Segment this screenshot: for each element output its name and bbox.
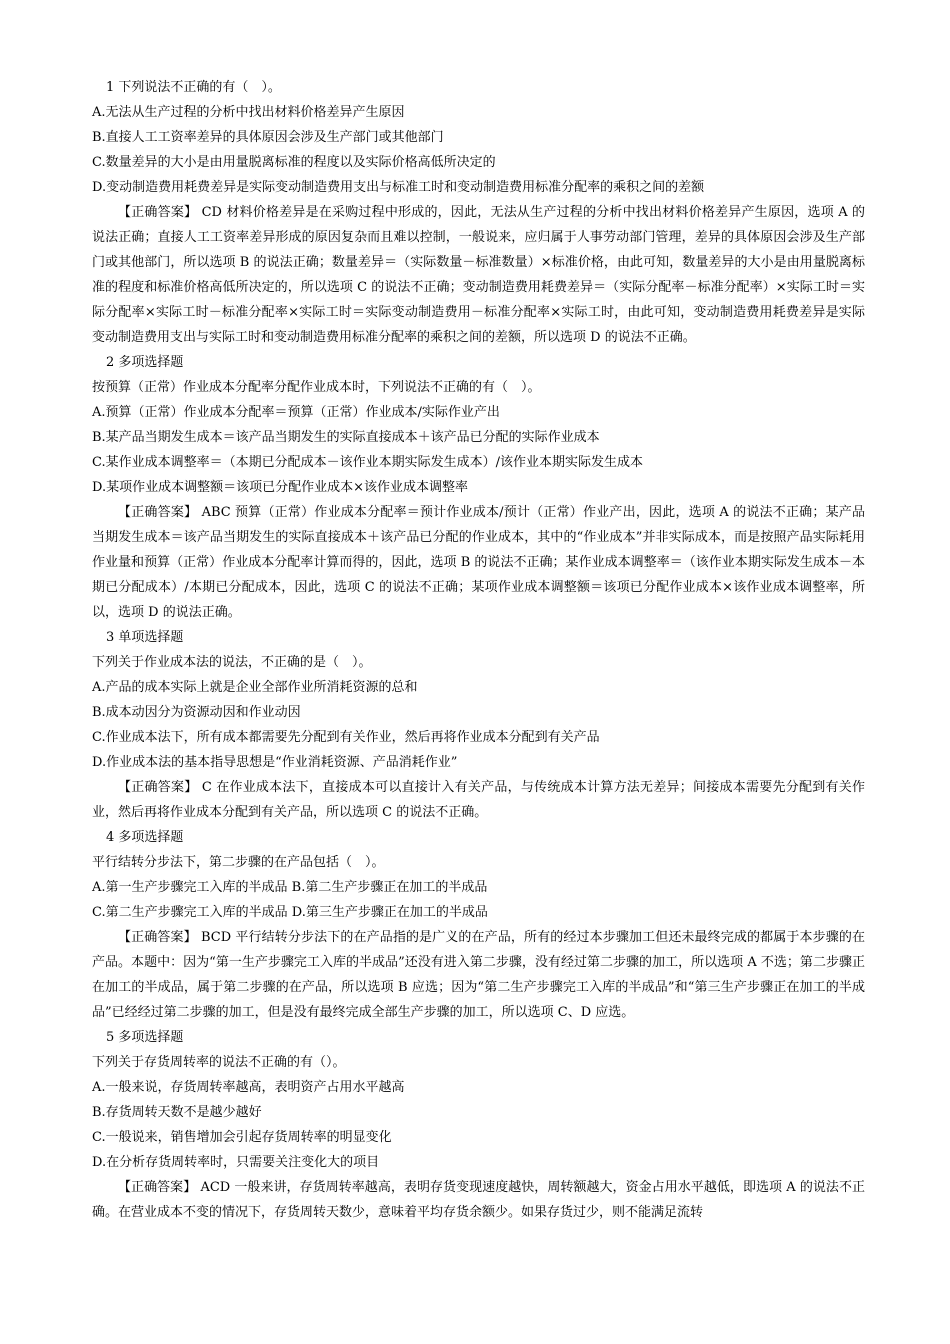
question-stem: 按预算（正常）作业成本分配率分配作业成本时，下列说法不正确的有（ ）。: [92, 380, 541, 395]
question-stem: 下列关于作业成本法的说法，不正确的是（ ）。: [92, 655, 372, 670]
option-c-d: C.第二生产步骤完工入库的半成品 D.第三生产步骤正在加工的半成品: [92, 905, 488, 920]
option-c: C.数量差异的大小是由用量脱离标准的程度以及实际价格高低所决定的: [92, 155, 496, 170]
option-c: C.作业成本法下，所有成本都需要先分配到有关作业，然后再将作业成本分配到有关产品: [92, 730, 600, 745]
answer-text: C 在作业成本法下，直接成本可以直接计入有关产品，与传统成本计算方法无差异；间接成本需要先分配到有关作业，然后再将作业成本分配到有关产品，所以选项 C 的说法不正确。: [92, 780, 865, 820]
option-b: B.某产品当期发生成本＝该产品当期发生的实际直接成本＋该产品已分配的实际作业成本: [92, 430, 600, 445]
answer-explanation: [92, 500, 865, 625]
question-stem: 下列关于存货周转率的说法不正确的有（）。: [92, 1055, 346, 1070]
question-5: [92, 1025, 865, 1225]
option-b: B.存货周转天数不是越少越好: [92, 1105, 262, 1120]
option-a: A.一般来说，存货周转率越高，表明资产占用水平越高: [92, 1080, 405, 1095]
answer-text: ABC 预算（正常）作业成本分配率＝预计作业成本/预计（正常）作业产出，因此，选项 A 的说法不正确；某产品当期发生成本＝该产品当期发生的实际直接成本＋该产品已分配的作业成本，其中的“作业成本”并非实际成本，而是按照产品实际耗用作业量和预算（正常）作业成本分配率计算而得的，因此，选项 B 的说法不正确；某作业成本调整率＝（该作业本期实际发生成本－本期已分配成本）/本期已分配成本，因此，选项 C 的说法不正确；某项作业成本调整额＝该项已分配作业成本×该作业成本调整率，所以，选项 D 的说法正确。: [92, 505, 865, 620]
answer-explanation: [92, 1175, 865, 1225]
answer-explanation: [92, 925, 865, 1025]
option-d: D.某项作业成本调整额＝该项已分配作业成本×该作业成本调整率: [92, 480, 468, 495]
question-header: 3 单项选择题: [106, 630, 184, 645]
option-a: A.产品的成本实际上就是企业全部作业所消耗资源的总和: [92, 680, 418, 695]
option-d: D.在分析存货周转率时，只需要关注变化大的项目: [92, 1155, 380, 1170]
answer-text: ACD 一般来讲，存货周转率越高，表明存货变现速度越快，周转额越大，资金占用水平越低，即选项 A 的说法不正确。在营业成本不变的情况下，存货周转天数少，意味着平均存货余额少。如果存货过少，则不能满足流转: [92, 1180, 865, 1220]
option-c: C.某作业成本调整率＝（本期已分配成本－该作业本期实际发生成本）/该作业本期实际发生成本: [92, 455, 643, 470]
question-stem: 平行结转分步法下，第二步骤的在产品包括（ ）。: [92, 855, 385, 870]
answer-text: BCD 平行结转分步法下的在产品指的是广义的在产品，所有的经过本步骤加工但还未最终完成的都属于本步骤的在产品。本题中：因为“第一生产步骤完工入库的半成品”还没有进入第二步骤，没有经过第二步骤的加工，所以选项 A 不选；第二步骤正在加工的半成品，属于第二步骤的在产品，所以选项 B 应选；因为“第二生产步骤完工入库的半成品”和“第三生产步骤正在加工的半成品”已经经过第二步骤的加工，但是没有最终完成全部生产步骤的加工，所以选项 C、D 应选。: [92, 930, 865, 1020]
answer-tag: 【正确答案】: [118, 205, 198, 220]
answer-tag: 【正确答案】: [118, 1180, 197, 1195]
answer-explanation: [92, 775, 865, 825]
option-a: A.无法从生产过程的分析中找出材料价格差异产生原因: [92, 105, 405, 120]
question-header: 5 多项选择题: [106, 1030, 184, 1045]
option-b: B.直接人工工资率差异的具体原因会涉及生产部门或其他部门: [92, 130, 444, 145]
question-3: [92, 625, 865, 825]
answer-tag: 【正确答案】: [118, 505, 198, 520]
option-c: C.一般说来，销售增加会引起存货周转率的明显变化: [92, 1130, 392, 1145]
question-header: 1 下列说法不正确的有（ ）。: [106, 80, 281, 95]
question-header: 4 多项选择题: [106, 830, 184, 845]
option-d: D.作业成本法的基本指导思想是“作业消耗资源、产品消耗作业”: [92, 755, 458, 770]
option-a: A.预算（正常）作业成本分配率＝预算（正常）作业成本/实际作业产出: [92, 405, 500, 420]
question-2: [92, 350, 865, 625]
answer-tag: 【正确答案】: [118, 930, 197, 945]
question-header: 2 多项选择题: [106, 355, 184, 370]
option-a-b: A.第一生产步骤完工入库的半成品 B.第二生产步骤正在加工的半成品: [92, 880, 488, 895]
answer-explanation: [92, 200, 865, 350]
answer-text: CD 材料价格差异是在采购过程中形成的，因此，无法从生产过程的分析中找出材料价格差异产生原因，选项 A 的说法正确；直接人工工资率差异形成的原因复杂而且难以控制，一般说来，应归属于人事劳动部门管理，差异的具体原因会涉及生产部门或其他部门，所以选项 B 的说法正确；数量差异＝（实际数量－标准数量）×标准价格，由此可知，数量差异的大小是由用量脱离标准的程度和标准价格高低所决定的，所以选项 C 的说法不正确；变动制造费用耗费差异＝（实际分配率－标准分配率）×实际工时＝实际分配率×实际工时－标准分配率×实际工时＝实际变动制造费用－标准分配率×实际工时，由此可知，变动制造费用耗费差异是实际变动制造费用支出与实际工时和变动制造费用标准分配率的乘积之间的差额，所以选项 D 的说法不正确。: [92, 205, 865, 345]
answer-tag: 【正确答案】: [118, 780, 198, 795]
option-d: D.变动制造费用耗费差异是实际变动制造费用支出与标准工时和变动制造费用标准分配率的乘积之间的差额: [92, 180, 705, 195]
question-4: [92, 825, 865, 1025]
option-b: B.成本动因分为资源动因和作业动因: [92, 705, 301, 720]
question-1: [92, 75, 865, 350]
